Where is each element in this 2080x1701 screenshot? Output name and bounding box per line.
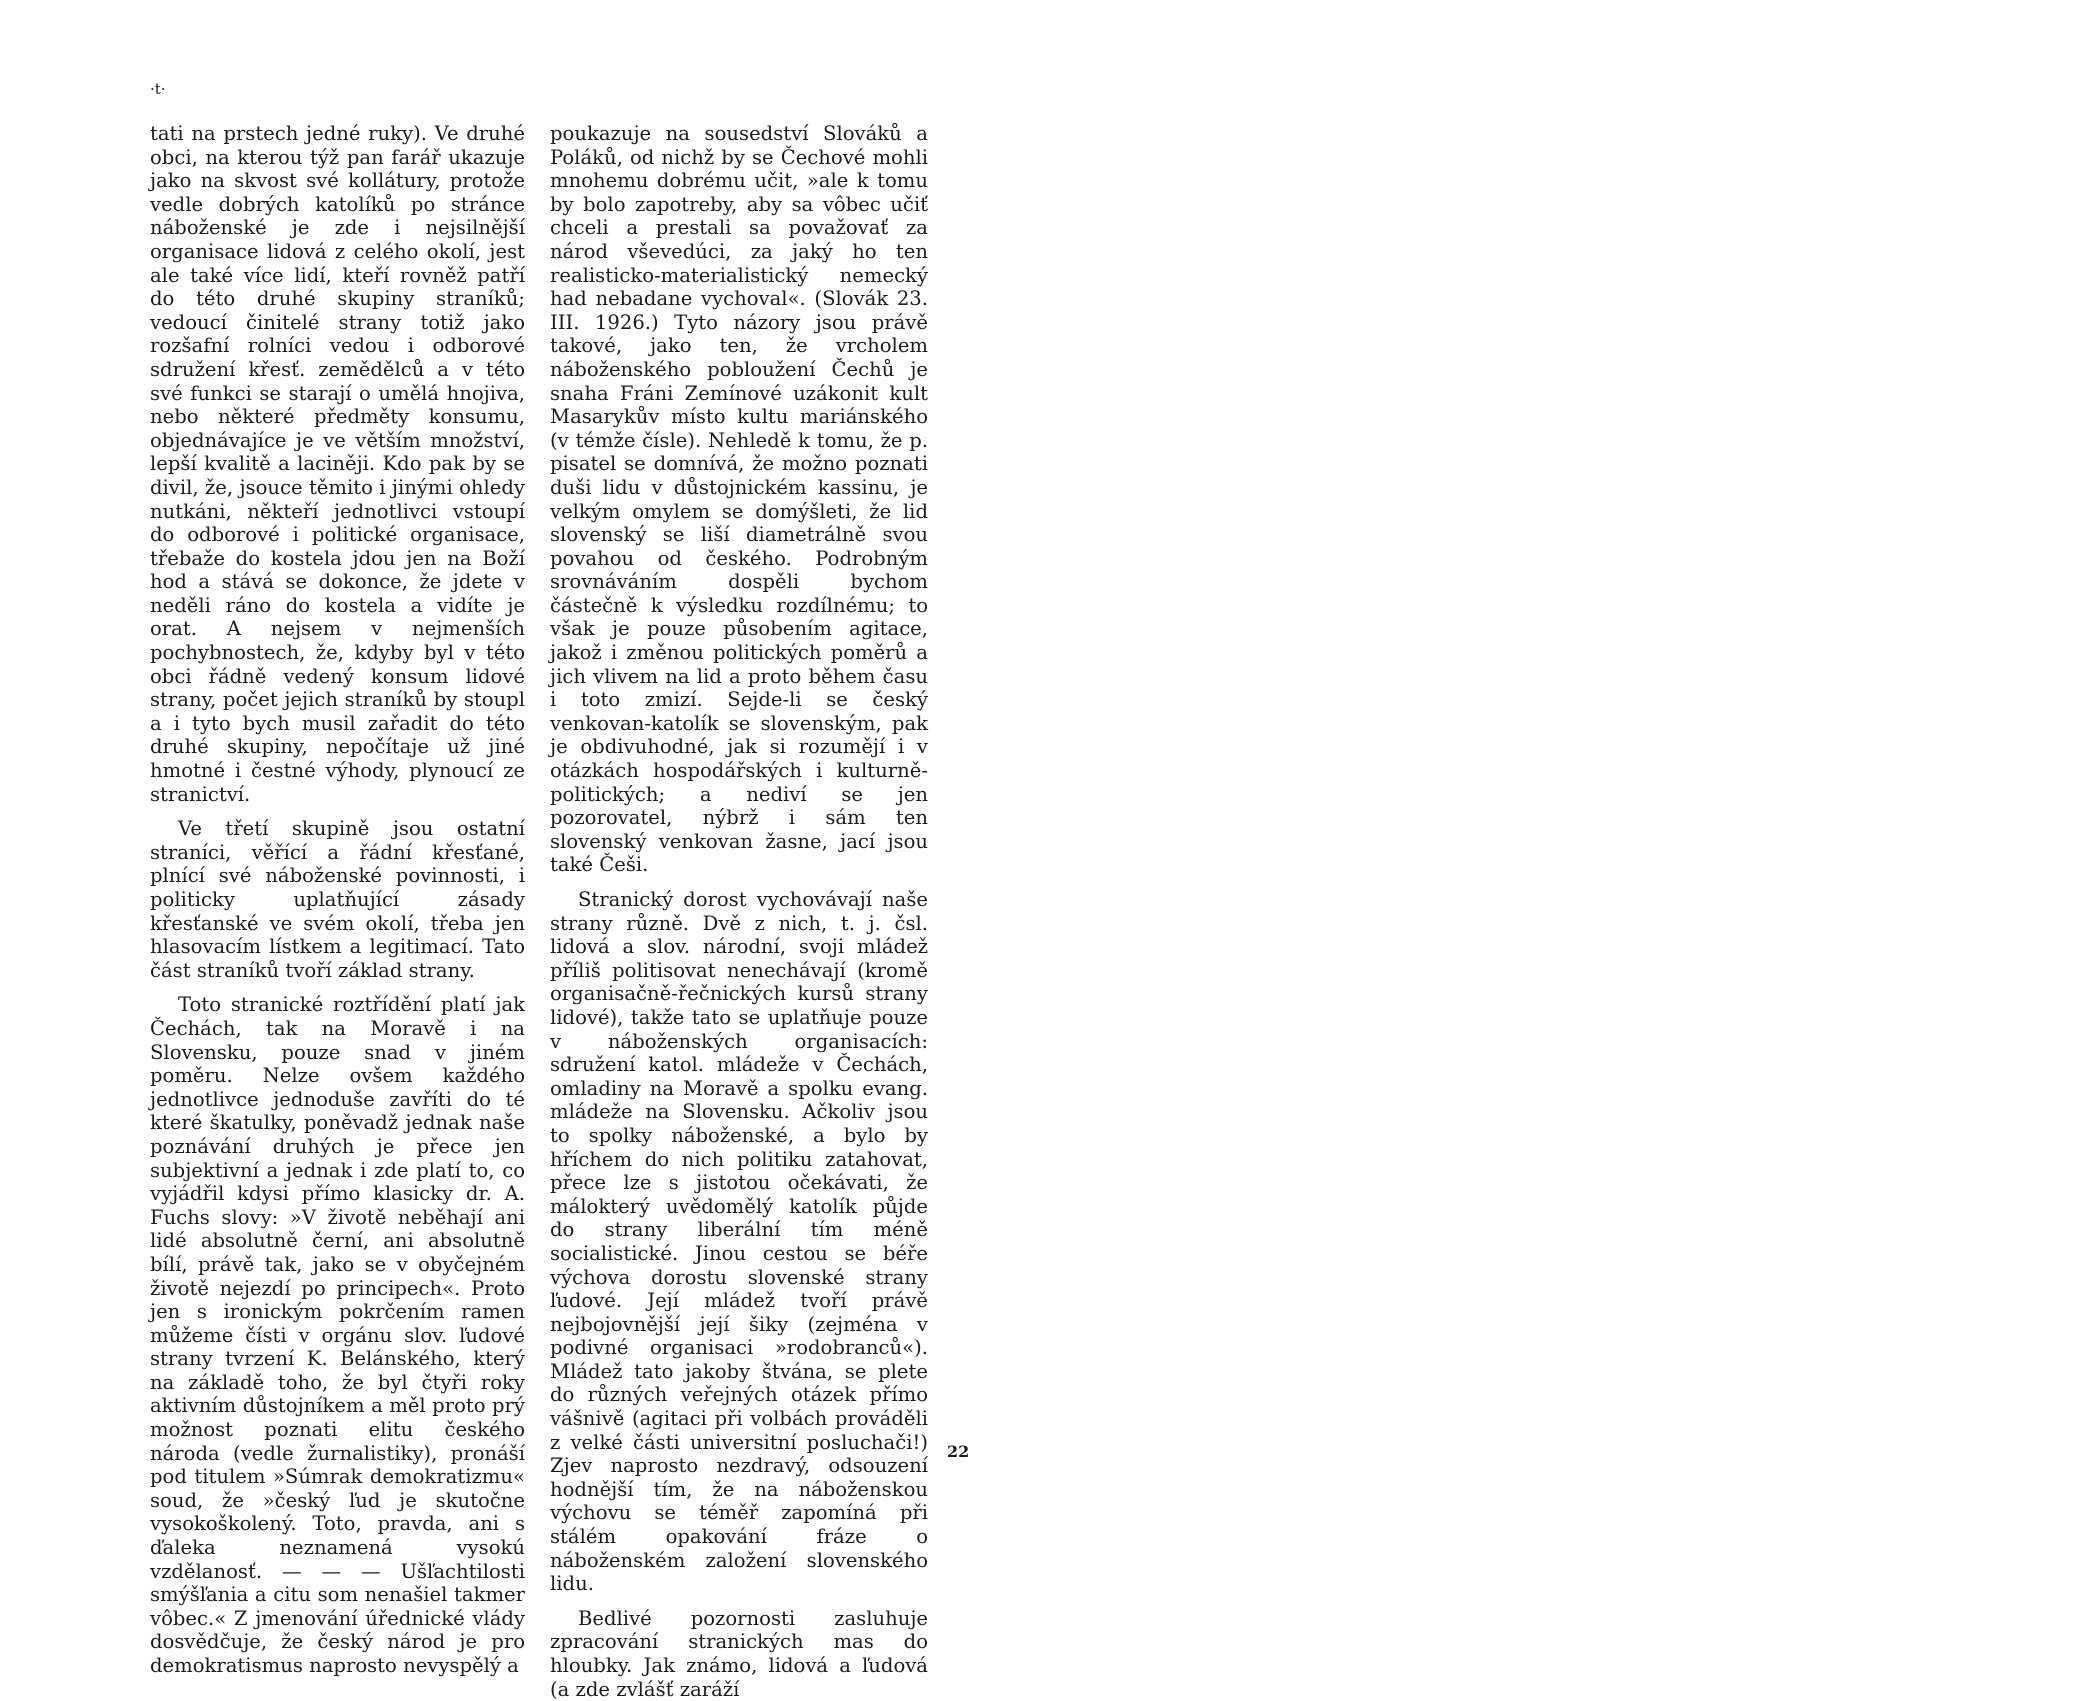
page-mark: ·t· — [150, 80, 166, 98]
right-page — [1040, 0, 2080, 1500]
left-page-column-2 — [550, 122, 928, 1701]
paragraph: Toto stranické roztřídění platí jak Čechách, tak na Moravě i na Slovensku, pouze snad v jiném poměru. Nelze ovšem každého jednotlivce jednoduše zavříti do té které škatulky, poněvadž jednak naše poznávání druhých je přece jen subjektivní a jednak i zde platí to, co vyjádřil kdysi přímo klasicky dr. A. Fuchs slovy: »V životě neběhají ani lidé absolutně černí, ani absolutně bílí, právě tak, jako se v obyčejném životě nejezdí po principech«. Proto jen s ironickým pokrčením ramen můžeme čísti v orgánu slov. ľudové strany tvrzení K. Belánského, který na základě toho, že byl čtyři roky aktivním důstojníkem a měl proto prý možnost poznati elitu českého národa (vedle žurnalistiky), pronáší pod titulem »Súmrak demokratizmu« soud, že »český ľud je skutočne vysokoškolený. Toto, pravda, ani s ďaleka neznamená vysokú vzdělanosť. — — — Ušľachtilosti smýšľania a citu som nenašiel takmer vôbec.« Z jmenování úřednické vlády dosvědčuje, že český národ je pro demokratismus naprosto nevyspělý a — [150, 993, 525, 1677]
paragraph: Ve třetí skupině jsou ostatní straníci, věřící a řádní křesťané, plnící své náboženské povinnosti, i politicky uplatňující zásady křesťanské ve svém okolí, třeba jen hlasovacím lístkem a legitimací. Tato část straníků tvoří základ strany. — [150, 817, 525, 982]
paragraph: tati na prstech jedné ruky). Ve druhé obci, na kterou týž pan farář ukazuje jako na skvost své kollátury, protože vedle dobrých katolíků po stránce náboženské je zde i nejsilnější organisace lidová z celého okolí, jest ale také více lidí, kteří rovněž patří do této druhé skupiny straníků; vedoucí činitelé strany totiž jako rozšafní rolníci vedou i odborové sdružení křesť. zemědělců a v této své funkci se starají o umělá hnojiva, nebo některé předměty konsumu, objednávajíce je ve větším množství, lepší kvalitě a laciněji. Kdo pak by se divil, že, jsouce těmito i jinými ohledy nutkáni, někteří jednotlivci vstoupí do odborové i politické organisace, třebaže do kostela jdou jen na Boží hod a stává se dokonce, že jdete v neděli ráno do kostela a vidíte je orat. A nejsem v nejmenších pochybnostech, že, kdyby byl v této obci řádně vedený konsum lidové strany, počet jejich straníků by stoupl a i tyto bych musil zařadit do této druhé skupiny, nepočítaje už jiné hmotné i čestné výhody, plynoucí ze stranictví. — [150, 122, 525, 806]
paragraph: poukazuje na sousedství Slováků a Poláků, od nichž by se Čechové mohli mnohemu dobrému učit, »ale k tomu by bolo zapotreby, aby sa vôbec učiť chceli a prestali sa považovať za národ vševedúci, za jaký ho ten realisticko-materialistický nemecký had nebadane vychoval«. (Slovák 23. III. 1926.) Tyto názory jsou právě takové, jako ten, že vrcholem náboženského pobloužení Čechů je snaha Fráni Zemínové uzákonit kult Masarykův místo kultu mariánského (v témže čísle). Nehledě k tomu, že p. pisatel se domnívá, že možno poznati duši lidu v důstojnickém kassinu, je velkým omylem se domýšleti, že lid slovenský se liší diametrálně svou povahou od českého. Podrobným srovnáváním dospěli bychom částečně k výsledku rozdílnému; to však je pouze působením agitace, jakož i změnou politických poměrů a jich vlivem na lid a proto během času i toto zmizí. Sejde-li se český venkovan-katolík se slovenským, pak je obdivuhodné, jak si rozumějí i v otázkách hospodářských i kulturně-politických; a nediví se jen pozorovatel, nýbrž i sám ten slovenský venkovan žasne, jací jsou také Češi. — [550, 122, 928, 877]
page-number: 22 — [947, 1442, 970, 1461]
paragraph: Bedlivé pozornosti zasluhuje zpracování stranických mas do hloubky. Jak známo, lidová a ľudová (a zde zvlášť zaráží — [550, 1606, 928, 1701]
paragraph: Stranický dorost vychovávají naše strany různě. Dvě z nich, t. j. čsl. lidová a slov. národní, svoji mládež příliš politisovat nenechávají (kromě organisačně-řečnických kursů strany lidové), takže tato se uplatňuje pouze v náboženských organisacích: sdružení katol. mládeže v Čechách, omladiny na Moravě a spolku evang. mládeže na Slovensku. Ačkoliv jsou to spolky náboženské, a bylo by hříchem do nich politiku zatahovat, přece lze s jistotou očekávati, že málokterý uvědomělý katolík půjde do strany liberální tím méně socialistické. Jinou cestou se béře výchova dorostu slovenské strany ľudové. Její mládež tvoří právě nejbojovnější její šiky (zejména v podivné organisaci »rodobranců«). Mládež tato jakoby štvána, se plete do různých veřejných otázek přímo vášnivě (agitaci při volbách prováděli z velké části universitní posluchači!) Zjev naprosto nezdravý, odsouzení hodnější tím, že na náboženskou výchovu se téměř zapomíná při stálém opakování fráze o náboženském založení slovenského lidu. — [550, 888, 928, 1596]
left-page-column-1 — [150, 122, 525, 1678]
